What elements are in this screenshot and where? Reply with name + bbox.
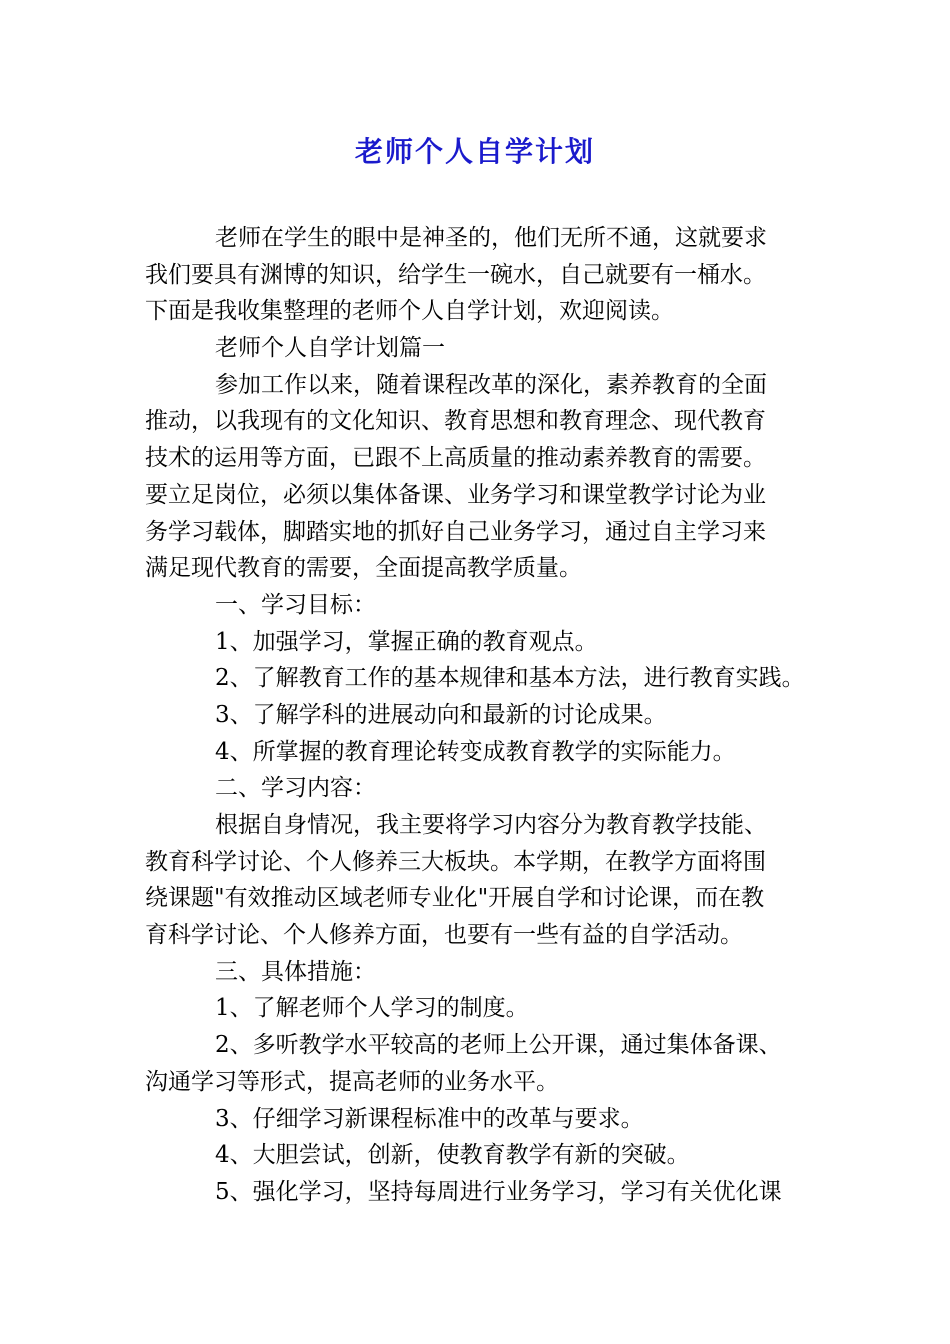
text-line: 4、大胆尝试，创新，使教育教学有新的突破。 — [215, 1142, 690, 1169]
text-line: 三、具体措施： — [215, 958, 376, 985]
text-line: 老师在学生的眼中是神圣的，他们无所不通，这就要求 — [215, 225, 767, 251]
text-line: 我们要具有渊博的知识，给学生一碗水，自己就要有一桶水。 — [145, 261, 766, 288]
text-line: 5、强化学习，坚持每周进行业务学习，学习有关优化课 — [215, 1178, 782, 1205]
text-line: 3、仔细学习新课程标准中的改革与要求。 — [215, 1105, 644, 1132]
text-line: 务学习载体，脚踏实地的抓好自己业务学习，通过自主学习来 — [145, 518, 766, 545]
text-line: 2、了解教育工作的基本规律和基本方法，进行教育实践。 — [215, 665, 805, 692]
text-line: 绕课题"有效推动区域老师专业化"开展自学和讨论课，而在教 — [145, 885, 765, 912]
text-line: 二、学习内容： — [215, 775, 376, 802]
text-line: 老师个人自学计划篇一 — [215, 335, 445, 362]
text-line: 教育科学讨论、个人修养三大板块。本学期，在教学方面将围 — [145, 848, 766, 875]
document-body — [145, 220, 825, 1211]
text-line: 1、加强学习，掌握正确的教育观点。 — [215, 628, 598, 655]
text-line: 参加工作以来，随着课程改革的深化，素养教育的全面 — [215, 371, 767, 398]
text-line: 沟通学习等形式，提高老师的业务水平。 — [145, 1068, 559, 1095]
text-line: 满足现代教育的需要，全面提高教学质量。 — [145, 555, 582, 582]
text-line: 2、多听教学水平较高的老师上公开课，通过集体备课、 — [215, 1032, 782, 1059]
text-line: 1、了解老师个人学习的制度。 — [215, 995, 529, 1022]
text-line: 3、了解学科的进展动向和最新的讨论成果。 — [215, 701, 667, 728]
text-line: 4、所掌握的教育理论转变成教育教学的实际能力。 — [215, 738, 736, 765]
text-line: 下面是我收集整理的老师个人自学计划，欢迎阅读。 — [145, 298, 674, 325]
text-line: 要立足岗位，必须以集体备课、业务学习和课堂教学讨论为业 — [145, 481, 766, 508]
text-line: 育科学讨论、个人修养方面，也要有一些有益的自学活动。 — [145, 922, 743, 949]
text-line: 推动，以我现有的文化知识、教育思想和教育理念、现代教育 — [145, 408, 766, 435]
text-line: 一、学习目标： — [215, 591, 376, 618]
text-line: 技术的运用等方面，已跟不上高质量的推动素养教育的需要。 — [145, 445, 766, 472]
document-title: 老师个人自学计划 — [354, 135, 595, 168]
text-line: 根据自身情况，我主要将学习内容分为教育教学技能、 — [215, 812, 767, 838]
